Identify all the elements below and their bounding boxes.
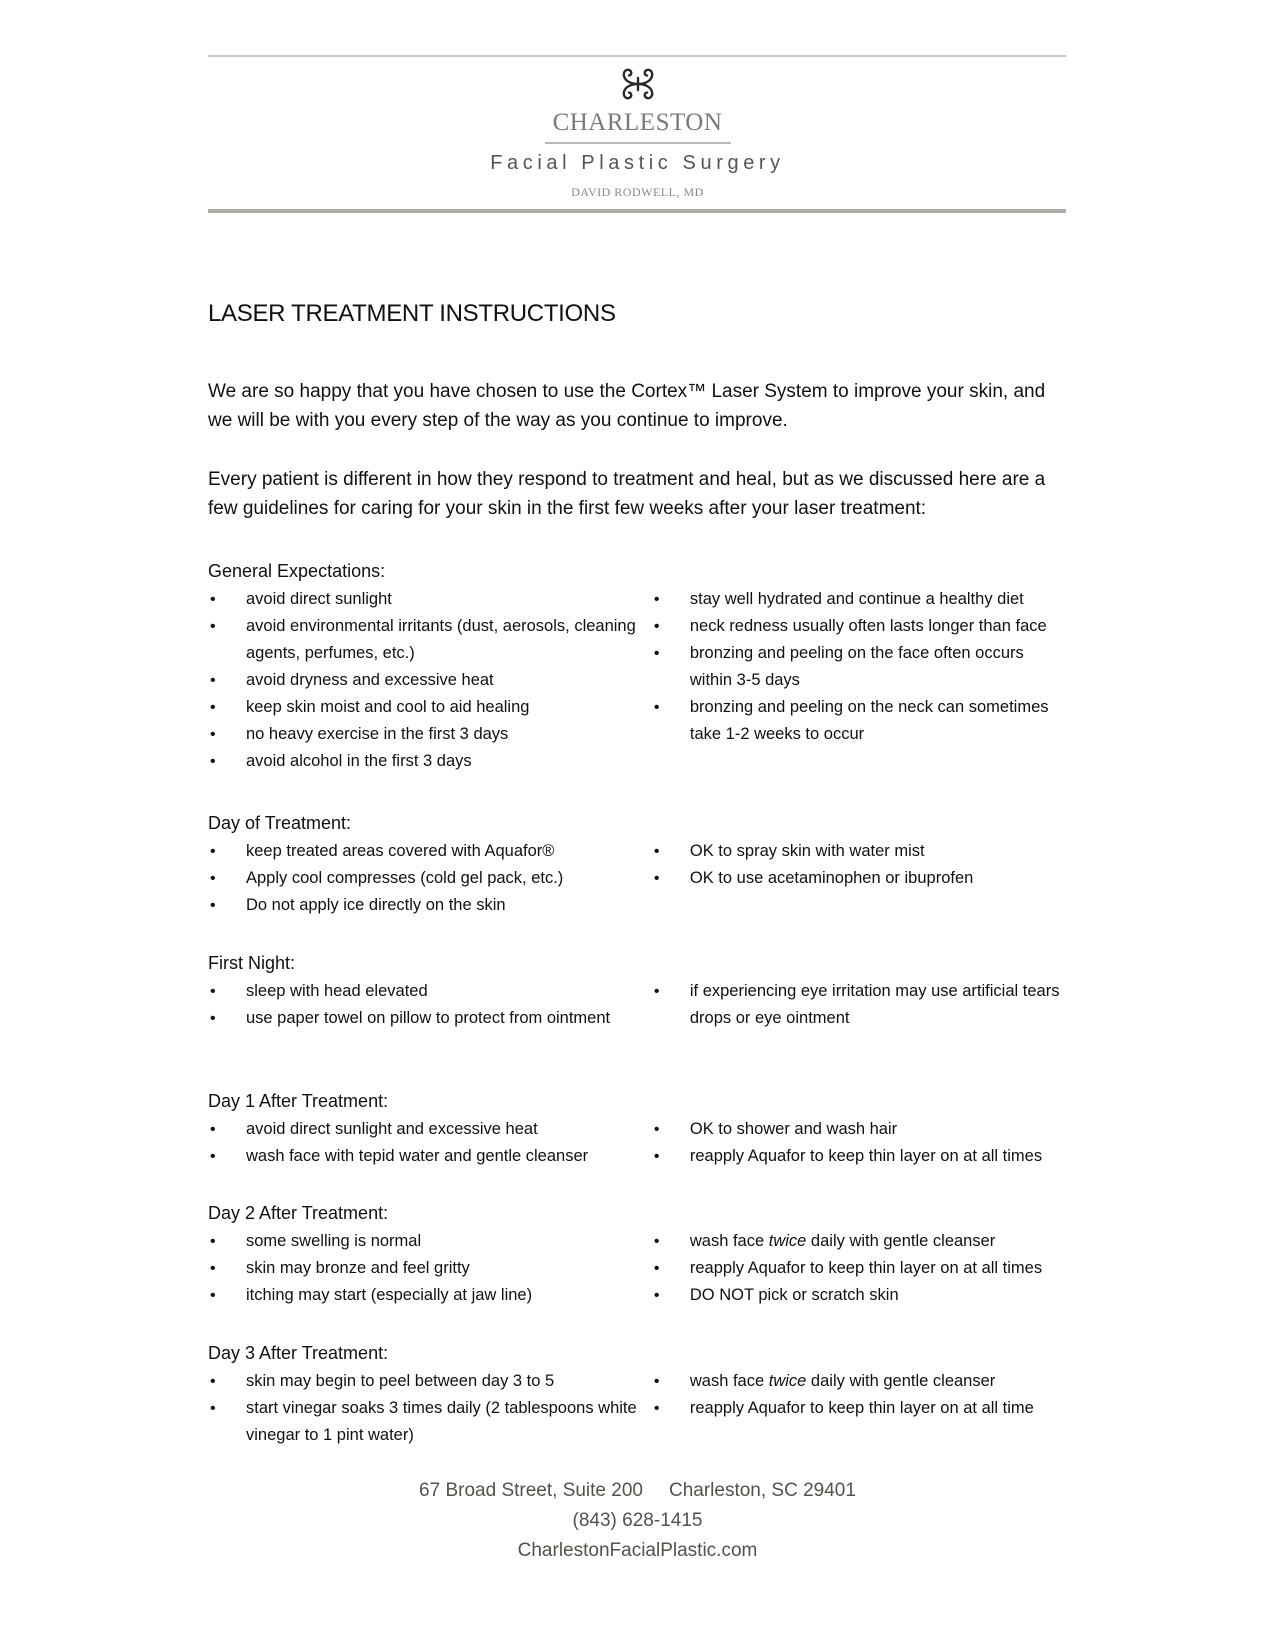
doctor-name: DAVID RODWELL, MD [571, 185, 704, 199]
bullet-icon: • [653, 699, 660, 716]
bullet-columns [208, 838, 1068, 919]
emphasis-text: twice [768, 1372, 807, 1390]
header-top-rule [208, 55, 1066, 57]
list-item [652, 694, 1068, 748]
list-item [208, 1143, 652, 1170]
section-heading: Day 3 After Treatment: [208, 1343, 389, 1363]
list-item-text: DO NOT pick or scratch skin [689, 1286, 899, 1304]
list-item-text: wash face with tepid water and gentle cleanser [246, 1147, 589, 1165]
list-item [652, 838, 1068, 865]
list-item-text: keep skin moist and cool to aid healing [246, 698, 530, 716]
bullet-list [652, 1368, 1068, 1422]
bullet-list [208, 838, 652, 919]
list-item-text: avoid alcohol in the first 3 days [246, 752, 472, 770]
list-item [208, 1005, 652, 1032]
right-column [652, 586, 1068, 775]
bullet-icon: • [653, 618, 660, 635]
practice-name: CHARLESTON [552, 109, 723, 136]
list-item-text: skin may begin to peel between day 3 to 5 [246, 1372, 555, 1390]
footer-phone: (843) 628-1415 [572, 1510, 703, 1531]
list-item-text: keep treated areas covered with Aquafor® [246, 842, 555, 860]
list-item [208, 838, 652, 865]
right-column [652, 838, 1068, 919]
list-item-text: reapply Aquafor to keep thin layer on at all time [689, 1399, 1034, 1417]
section-day-2-after-treatment [208, 1198, 1068, 1309]
list-item-text: skin may bronze and feel gritty [246, 1259, 470, 1277]
footer-website[interactable]: CharlestonFacialPlastic.com [517, 1540, 758, 1561]
bullet-icon: • [653, 645, 660, 662]
bullet-icon: • [210, 983, 216, 1000]
list-item-text: stay well hydrated and continue a healthy diet [689, 590, 1024, 608]
list-item-text: avoid environmental irritants (dust, aerosols, cleaning agents, perfumes, etc.) [246, 617, 636, 662]
intro-paragraph-2: Every patient is different in how they respond to treatment and heal, but as we discussed here are a few guidelines for caring for your skin in the first few weeks after your laser treatment: [208, 469, 1046, 519]
bullet-icon: • [210, 1148, 216, 1165]
list-item [652, 586, 1068, 613]
right-column [652, 1228, 1068, 1309]
bullet-list [652, 586, 1068, 748]
section-general-expectations [208, 556, 1068, 775]
left-column [208, 838, 652, 919]
footer-city: Charleston, SC 29401 [668, 1480, 856, 1501]
header-bottom-rule [208, 209, 1066, 213]
list-item-text: daily with gentle cleanser [806, 1372, 996, 1390]
left-column [208, 1228, 652, 1309]
bullet-icon: • [653, 983, 660, 1000]
practice-logo [0, 66, 1275, 200]
list-item-text: avoid direct sunlight [246, 590, 392, 608]
bullet-icon: • [653, 1121, 660, 1138]
list-item-text: use paper towel on pillow to protect from ointment [246, 1009, 611, 1027]
left-column [208, 978, 652, 1032]
list-item [652, 1228, 1068, 1255]
bullet-icon: • [210, 870, 216, 887]
logo-divider [545, 142, 731, 144]
left-column [208, 1116, 652, 1170]
list-item-text: reapply Aquafor to keep thin layer on at all times [689, 1259, 1043, 1277]
bullet-icon: • [210, 843, 216, 860]
page-title: LASER TREATMENT INSTRUCTIONS [208, 300, 616, 327]
emphasis-text: twice [768, 1232, 807, 1250]
bullet-list [208, 1228, 652, 1309]
bullet-icon: • [653, 1400, 660, 1417]
list-item [652, 640, 1068, 694]
bullet-columns [208, 1368, 1068, 1449]
section-day-3-after-treatment [208, 1338, 1068, 1449]
right-column [652, 1116, 1068, 1170]
list-item [208, 748, 652, 775]
list-item-text: Apply cool compresses (cold gel pack, etc.) [246, 869, 564, 887]
bullet-icon: • [653, 591, 660, 608]
bullet-icon: • [653, 870, 660, 887]
bullet-icon: • [653, 1260, 660, 1277]
list-item-text: daily with gentle cleanser [806, 1232, 996, 1250]
intro-paragraph-1: We are so happy that you have chosen to use the Cortex™ Laser System to improve your skin, and we will be with you every step of the way as you continue to improve. [208, 381, 1046, 431]
bullet-icon: • [210, 699, 216, 716]
bullet-list [208, 978, 652, 1032]
list-item [208, 1395, 652, 1449]
right-column [652, 1368, 1068, 1449]
bullet-list [652, 1116, 1068, 1170]
left-column [208, 586, 652, 775]
bullet-columns [208, 1116, 1068, 1170]
list-item-text: no heavy exercise in the first 3 days [246, 725, 509, 743]
list-item [652, 865, 1068, 892]
list-item-text: itching may start (especially at jaw line) [246, 1286, 533, 1304]
list-item [208, 1282, 652, 1309]
list-item-text: avoid dryness and excessive heat [246, 671, 494, 689]
list-item-text: OK to shower and wash hair [689, 1120, 898, 1138]
bullet-icon: • [210, 1400, 216, 1417]
scroll-ornament-icon [615, 66, 661, 102]
bullet-icon: • [210, 726, 216, 743]
bullet-icon: • [653, 843, 660, 860]
list-item-text: avoid direct sunlight and excessive heat [246, 1120, 538, 1138]
section-day-1-after-treatment [208, 1086, 1068, 1170]
bullet-list [208, 1368, 652, 1449]
footer-street: 67 Broad Street, Suite 200 [419, 1480, 643, 1501]
section-heading: Day 2 After Treatment: [208, 1203, 389, 1223]
bullet-icon: • [653, 1148, 660, 1165]
footer [0, 1476, 1275, 1566]
section-day-of-treatment [208, 808, 1068, 919]
list-item [208, 586, 652, 613]
bullet-icon: • [210, 1260, 216, 1277]
bullet-list [652, 978, 1068, 1032]
practice-subtitle: Facial Plastic Surgery [490, 152, 785, 174]
bullet-icon: • [210, 753, 216, 770]
list-item [652, 1395, 1068, 1422]
list-item [208, 694, 652, 721]
list-item [208, 1116, 652, 1143]
bullet-icon: • [210, 672, 216, 689]
list-item-text: start vinegar soaks 3 times daily (2 tablespoons white vinegar to 1 pint water) [246, 1399, 637, 1444]
list-item [208, 1228, 652, 1255]
list-item-text: OK to use acetaminophen or ibuprofen [689, 869, 974, 887]
bullet-list [652, 1228, 1068, 1309]
list-item-text: OK to spray skin with water mist [689, 842, 925, 860]
bullet-icon: • [210, 1121, 216, 1138]
bullet-columns [208, 1228, 1068, 1309]
list-item [652, 1282, 1068, 1309]
bullet-list [208, 1116, 652, 1170]
list-item-text: if experiencing eye irritation may use artificial tears drops or eye ointment [689, 982, 1060, 1027]
list-item [208, 613, 652, 667]
list-item [652, 1255, 1068, 1282]
list-item [652, 1116, 1068, 1143]
bullet-list [652, 838, 1068, 892]
bullet-icon: • [210, 1287, 216, 1304]
section-heading: Day of Treatment: [208, 813, 352, 833]
list-item-text: some swelling is normal [246, 1232, 422, 1250]
list-item [208, 721, 652, 748]
footer-address-line [0, 1476, 1275, 1506]
section-heading: Day 1 After Treatment: [208, 1091, 389, 1111]
bullet-icon: • [210, 1233, 216, 1250]
list-item-text: neck redness usually often lasts longer than face [689, 617, 1047, 635]
list-item [208, 892, 652, 919]
list-item-text: wash face [689, 1232, 769, 1250]
bullet-icon: • [653, 1373, 660, 1390]
bullet-icon: • [210, 1373, 216, 1390]
bullet-icon: • [210, 591, 216, 608]
bullet-icon: • [210, 1010, 216, 1027]
bullet-icon: • [653, 1233, 660, 1250]
list-item [208, 667, 652, 694]
left-column [208, 1368, 652, 1449]
bullet-icon: • [210, 897, 216, 914]
list-item [652, 1143, 1068, 1170]
list-item-text: Do not apply ice directly on the skin [246, 896, 506, 914]
section-heading: First Night: [208, 953, 296, 973]
list-item [208, 978, 652, 1005]
list-item [652, 1368, 1068, 1395]
list-item [652, 978, 1068, 1032]
section-first-night [208, 948, 1068, 1032]
list-item-text: sleep with head elevated [246, 982, 428, 1000]
bullet-columns [208, 586, 1068, 775]
section-heading: General Expectations: [208, 561, 386, 581]
list-item-text: bronzing and peeling on the face often occurs within 3-5 days [689, 644, 1024, 689]
list-item [208, 865, 652, 892]
right-column [652, 978, 1068, 1032]
bullet-columns [208, 978, 1068, 1032]
bullet-icon: • [210, 618, 216, 635]
list-item [208, 1255, 652, 1282]
list-item [208, 1368, 652, 1395]
bullet-list [208, 586, 652, 775]
list-item [652, 613, 1068, 640]
bullet-icon: • [653, 1287, 660, 1304]
list-item-text: reapply Aquafor to keep thin layer on at all times [689, 1147, 1043, 1165]
list-item-text: bronzing and peeling on the neck can sometimes take 1-2 weeks to occur [689, 698, 1049, 743]
list-item-text: wash face [689, 1372, 769, 1390]
